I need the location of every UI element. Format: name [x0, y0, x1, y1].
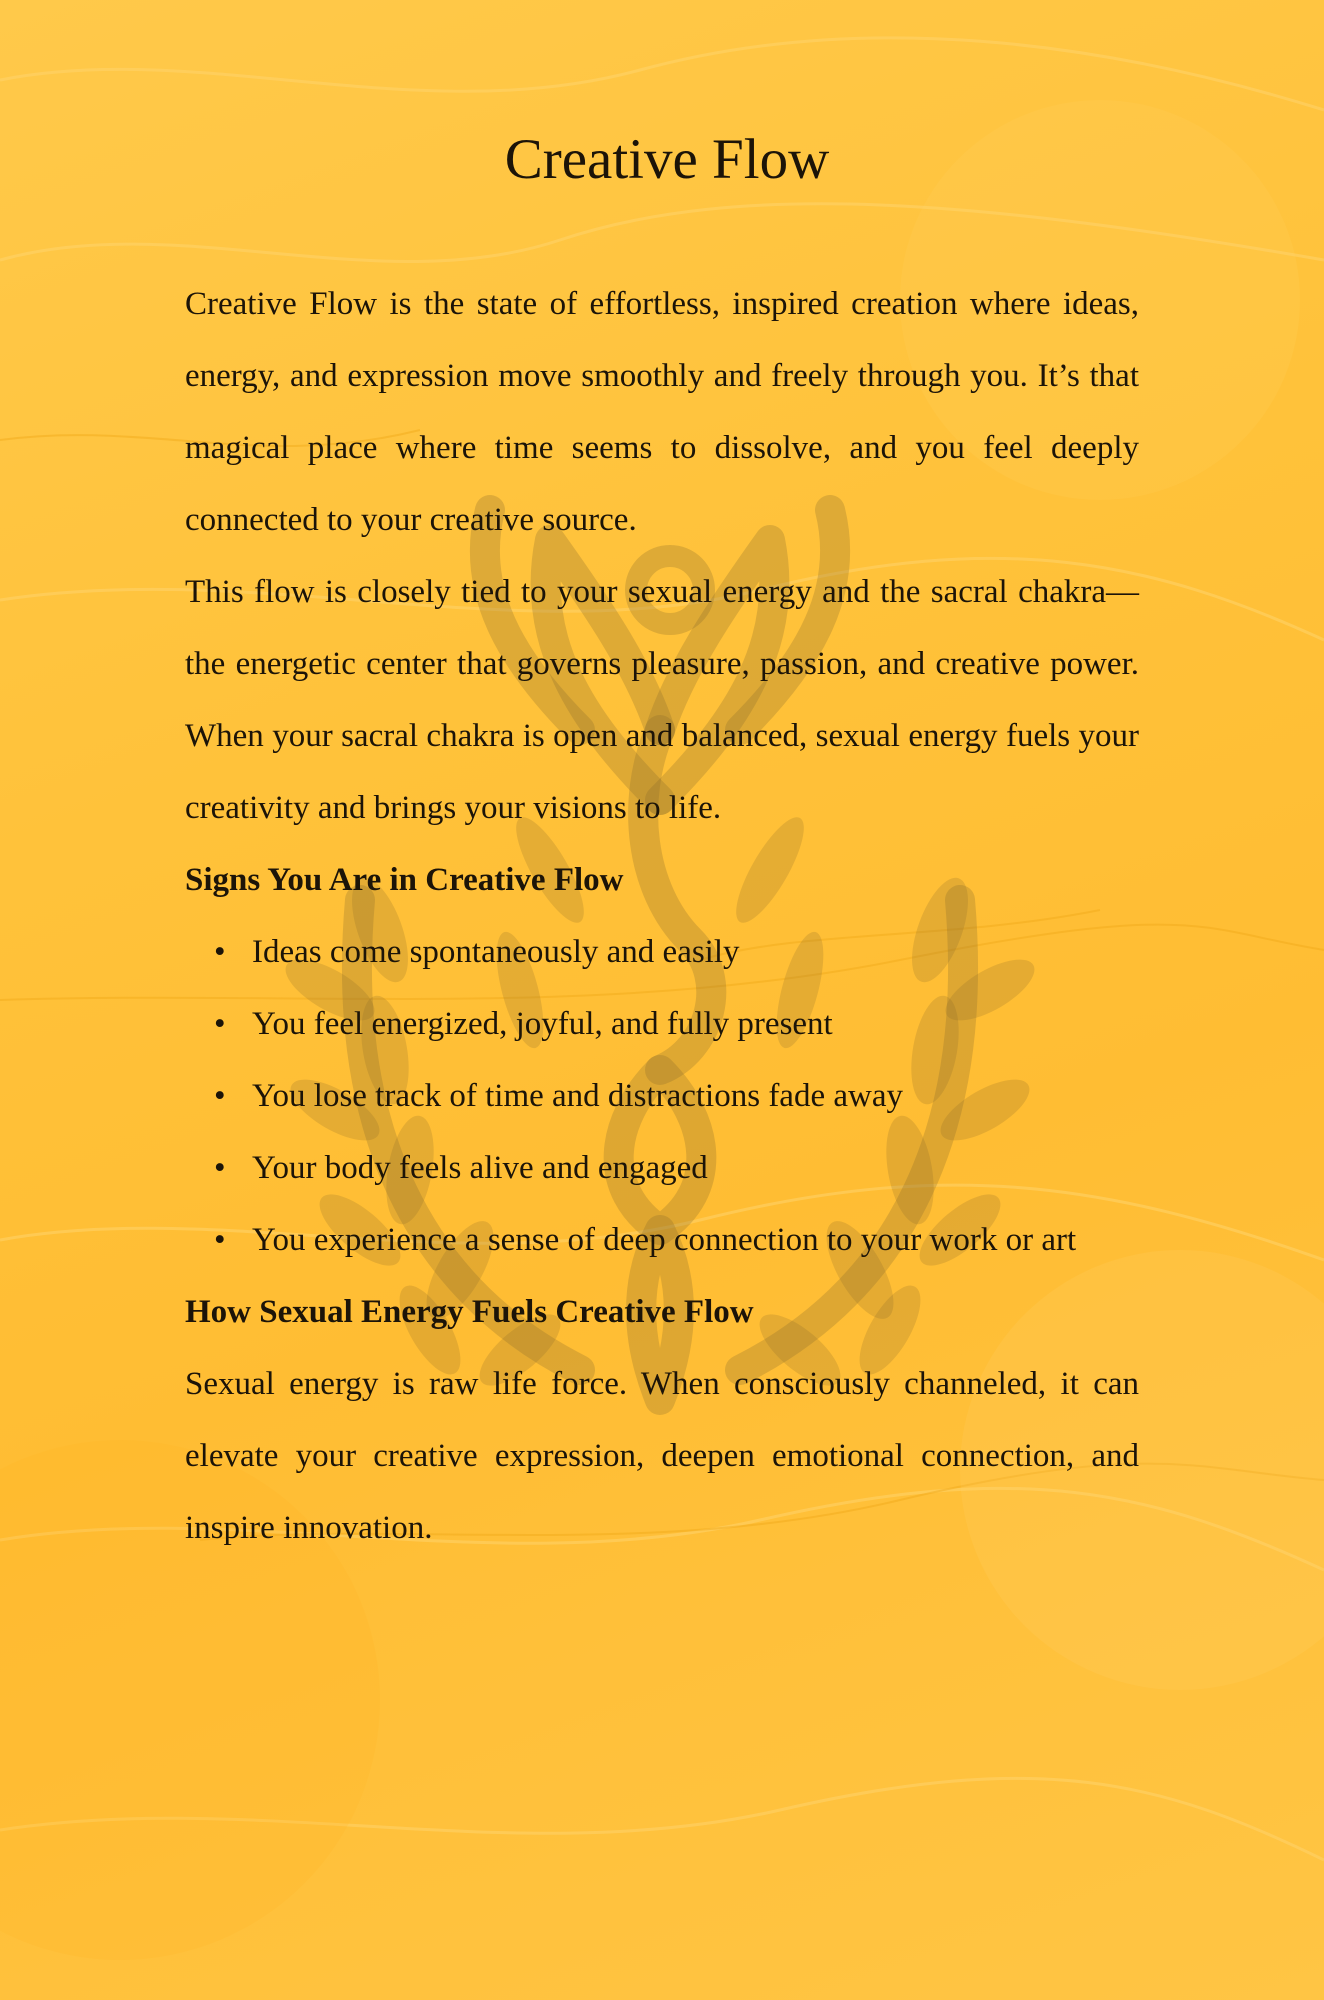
list-item-text: Your body feels alive and engaged	[252, 1150, 708, 1186]
intro-paragraph-1: Creative Flow is the state of effortless, inspired creation where ideas, energy, and expression move smoothly and freely through you. It’s that magical place where time seems to dissolve, and you feel deeply connected to your creative source.	[185, 286, 1139, 538]
bullet-icon: •	[214, 1222, 226, 1258]
document-content	[185, 110, 1139, 1564]
page-title: Creative Flow	[504, 128, 830, 191]
list-item-text: You lose track of time and distractions fade away	[252, 1078, 903, 1114]
fuel-paragraph: Sexual energy is raw life force. When consciously channeled, it can elevate your creative expression, deepen emotional connection, and inspire innovation.	[185, 1366, 1139, 1546]
list-item	[214, 1132, 1139, 1204]
fuel-heading: How Sexual Energy Fuels Creative Flow	[185, 1294, 754, 1330]
list-item	[214, 988, 1139, 1060]
intro-paragraph-2: This flow is closely tied to your sexual energy and the sacral chakra—the energetic center that governs pleasure, passion, and creative power. When your sacral chakra is open and balanced, sexual energy fuels your creativity and brings your visions to life.	[185, 574, 1139, 826]
list-item-text: You experience a sense of deep connection to your work or art	[252, 1222, 1077, 1258]
bullet-icon: •	[214, 1078, 226, 1114]
signs-list	[185, 916, 1139, 1276]
list-item-text: You feel energized, joyful, and fully present	[252, 1006, 833, 1042]
list-item	[214, 1060, 1139, 1132]
bullet-icon: •	[214, 1150, 226, 1186]
bullet-icon: •	[214, 934, 226, 970]
signs-heading: Signs You Are in Creative Flow	[185, 862, 624, 898]
list-item	[214, 916, 1139, 988]
list-item	[214, 1204, 1139, 1276]
bullet-icon: •	[214, 1006, 226, 1042]
list-item-text: Ideas come spontaneously and easily	[252, 934, 740, 970]
